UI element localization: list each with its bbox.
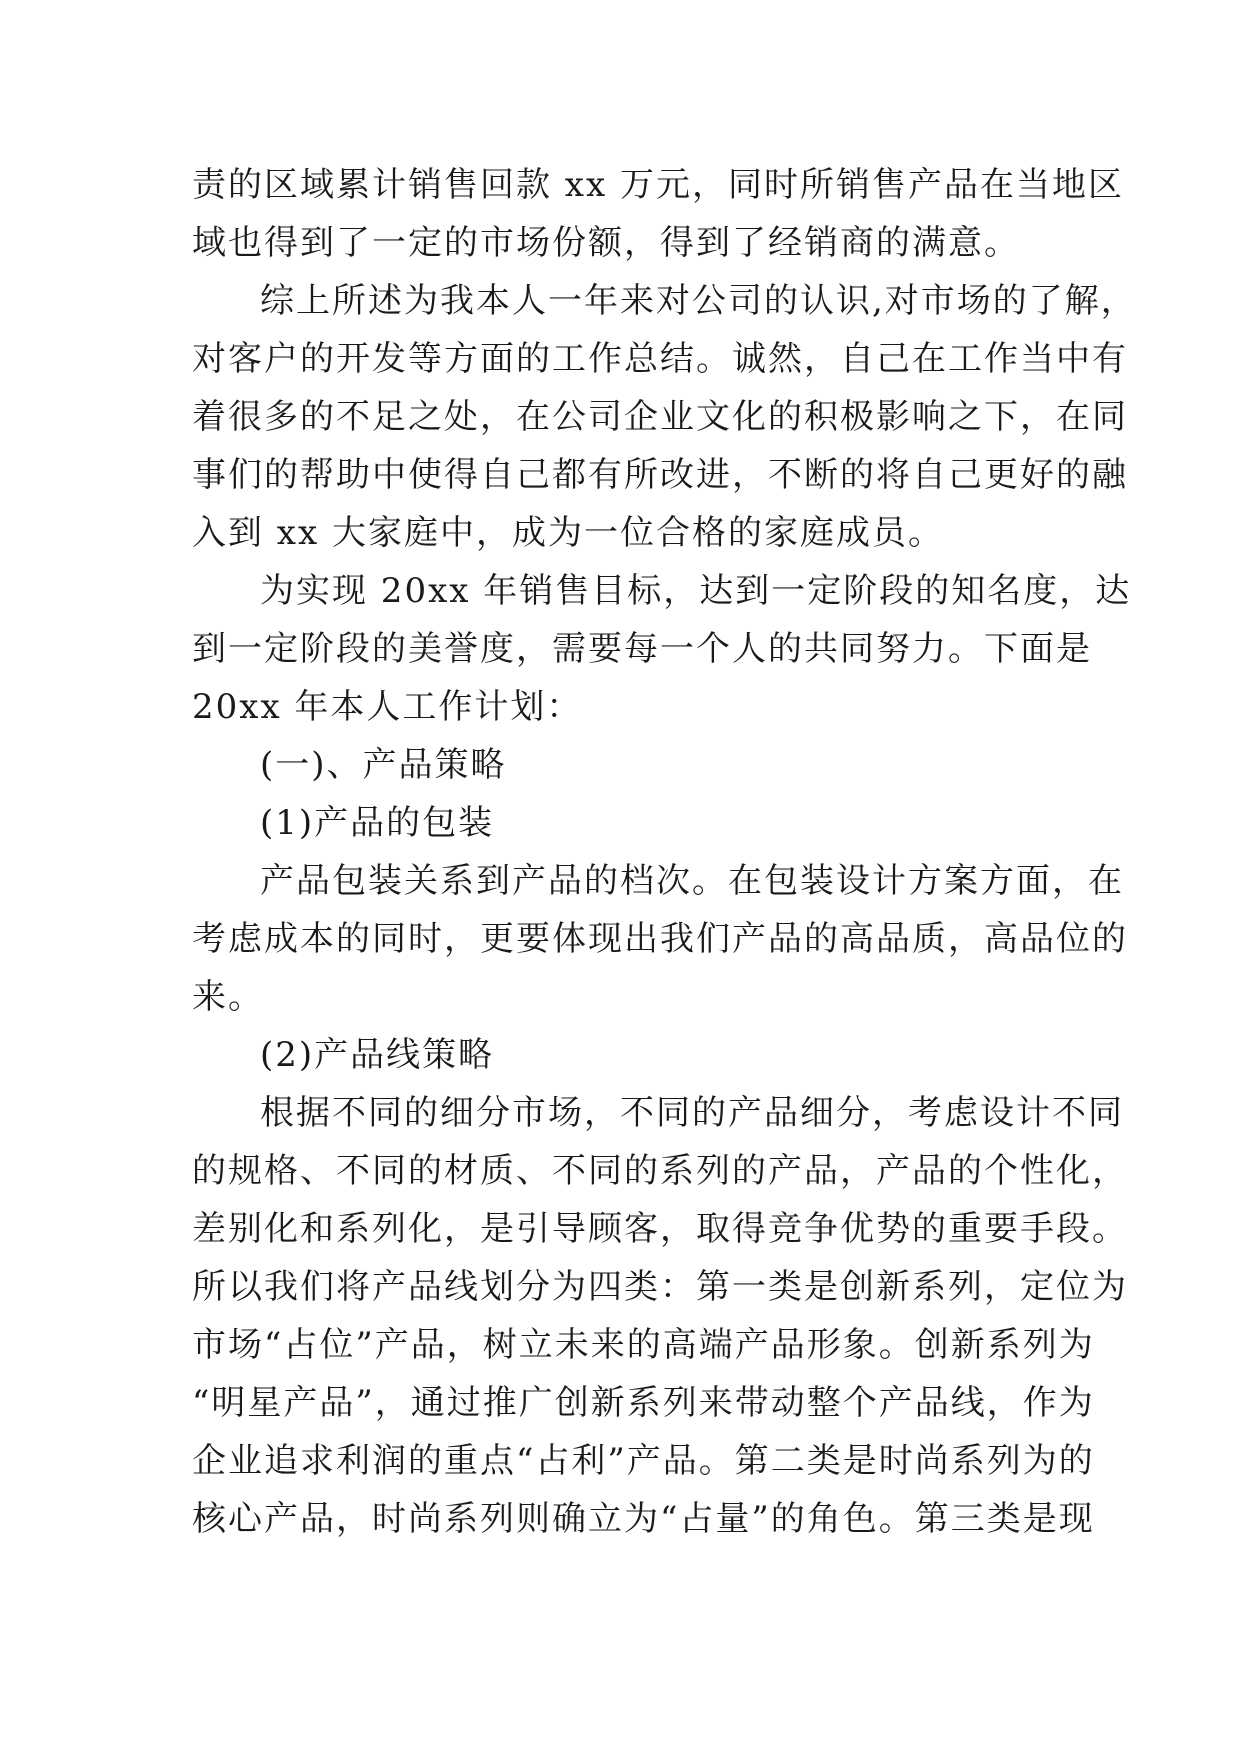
text-line: (1)产品的包装 <box>260 803 495 843</box>
text-line: 的规格、不同的材质、不同的系列的产品，产品的个性化， <box>192 1151 1128 1191</box>
text-line: 综上所述为我本人一年来对公司的认识,对市场的了解， <box>260 281 1137 321</box>
text-line: 差别化和系列化，是引导顾客，取得竞争优势的重要手段。 <box>192 1209 1128 1249</box>
text-line: 核心产品，时尚系列则确立为“占量”的角色。第三类是现 <box>192 1499 1095 1539</box>
text-line: 20xx 年本人工作计划： <box>192 687 583 727</box>
text-line: (一)、产品策略 <box>260 745 507 785</box>
text-line: 企业追求利润的重点“占利”产品。第二类是时尚系列为的 <box>192 1441 1095 1481</box>
text-line: 为实现 20xx 年销售目标，达到一定阶段的知名度，达 <box>260 571 1132 611</box>
text-line: 对客户的开发等方面的工作总结。诚然，自己在工作当中有 <box>192 339 1128 379</box>
text-line: “明星产品”，通过推广创新系列来带动整个产品线，作为 <box>192 1383 1095 1423</box>
text-line: 根据不同的细分市场，不同的产品细分，考虑设计不同 <box>260 1093 1124 1133</box>
text-line: 来。 <box>192 977 264 1017</box>
text-line: 事们的帮助中使得自己都有所改进，不断的将自己更好的融 <box>192 455 1128 495</box>
text-line: 到一定阶段的美誉度，需要每一个人的共同努力。下面是 <box>192 629 1092 669</box>
text-line: 着很多的不足之处，在公司企业文化的积极影响之下，在同 <box>192 397 1128 437</box>
text-line: 责的区域累计销售回款 xx 万元，同时所销售产品在当地区 <box>192 165 1124 205</box>
text-line: 所以我们将产品线划分为四类：第一类是创新系列，定位为 <box>192 1267 1128 1307</box>
text-line: 产品包装关系到产品的档次。在包装设计方案方面，在 <box>260 861 1124 901</box>
document-body <box>192 156 1137 1548</box>
text-line: 入到 xx 大家庭中，成为一位合格的家庭成员。 <box>192 513 944 553</box>
text-line: 域也得到了一定的市场份额，得到了经销商的满意。 <box>192 223 1020 263</box>
text-line: 市场“占位”产品，树立未来的高端产品形象。创新系列为 <box>192 1325 1095 1365</box>
text-line: (2)产品线策略 <box>260 1035 495 1075</box>
text-line: 考虑成本的同时，更要体现出我们产品的高品质，高品位的 <box>192 919 1128 959</box>
